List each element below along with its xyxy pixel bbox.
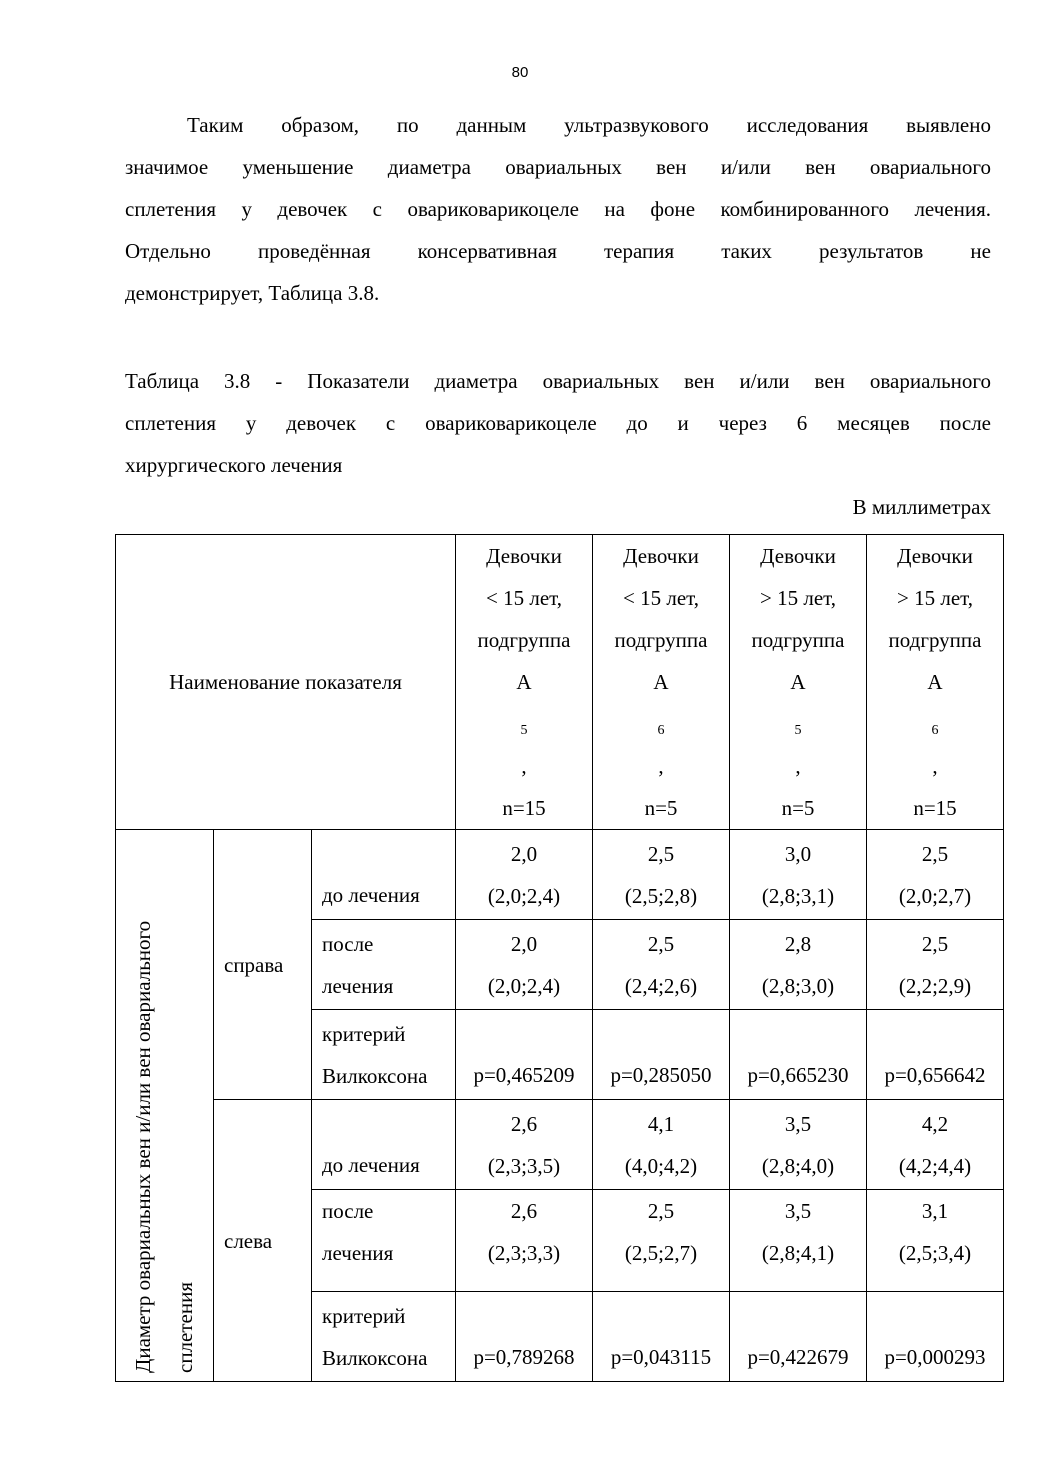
value-cell: 2,6 (2,3;3,3) bbox=[456, 1190, 593, 1292]
table-caption-line-1: Таблица 3.8 - Показатели диаметра овариальных вен и/или вен овариального bbox=[125, 369, 991, 393]
body-line-4: Отдельно проведённая консервативная терапия таких результатов не bbox=[125, 239, 991, 263]
value-cell: 2,0 (2,0;2,4) bbox=[456, 920, 593, 1010]
value-cell: 3,1 (2,5;3,4) bbox=[867, 1190, 1004, 1292]
p-value-cell: p=0,000293 bbox=[867, 1292, 1004, 1382]
value-cell: 2,6 (2,3;3,5) bbox=[456, 1100, 593, 1190]
data-table bbox=[115, 534, 1004, 1382]
p-value-cell: p=0,656642 bbox=[867, 1010, 1004, 1100]
header-group: Девочки < 15 лет, подгруппа А $_5$ , n=15 bbox=[456, 535, 593, 830]
header-indicator-name: Наименование показателя bbox=[116, 535, 456, 830]
table-caption-line-3: хирургического лечения bbox=[125, 453, 343, 477]
value-cell: 2,5 (2,5;2,7) bbox=[593, 1190, 730, 1292]
value-cell: 4,2 (4,2;4,4) bbox=[867, 1100, 1004, 1190]
value-cell: 2,0 (2,0;2,4) bbox=[456, 830, 593, 920]
header-group: Девочки > 15 лет, подгруппа А $_5$ , n=5 bbox=[730, 535, 867, 830]
table-row bbox=[116, 830, 1004, 920]
p-value-cell: p=0,043115 bbox=[593, 1292, 730, 1382]
p-value-cell: p=0,465209 bbox=[456, 1010, 593, 1100]
header-group: Девочки > 15 лет, подгруппа А $_6$ , n=15 bbox=[867, 535, 1004, 830]
table-row bbox=[116, 1100, 1004, 1190]
body-line-3: сплетения у девочек с овариковарикоцеле на фоне комбинированного лечения. bbox=[125, 197, 991, 221]
value-cell: 3,5 (2,8;4,0) bbox=[730, 1100, 867, 1190]
value-cell: 2,8 (2,8;3,0) bbox=[730, 920, 867, 1010]
p-value-cell: p=0,422679 bbox=[730, 1292, 867, 1382]
table-caption-line-2: сплетения у девочек с овариковарикоцеле до и через 6 месяцев после bbox=[125, 411, 991, 435]
value-cell: 2,5 (2,5;2,8) bbox=[593, 830, 730, 920]
value-cell: 4,1 (4,0;4,2) bbox=[593, 1100, 730, 1190]
value-cell: 3,0 (2,8;3,1) bbox=[730, 830, 867, 920]
header-group: Девочки < 15 лет, подгруппа А $_6$ , n=5 bbox=[593, 535, 730, 830]
metric-label: критерий Вилкоксона bbox=[312, 1292, 456, 1382]
metric-label: критерий Вилкоксона bbox=[312, 1010, 456, 1100]
value-cell: 3,5 (2,8;4,1) bbox=[730, 1190, 867, 1292]
body-line-2: значимое уменьшение диаметра овариальных вен и/или вен овариального bbox=[125, 155, 991, 179]
metric-label: до лечения bbox=[312, 1100, 456, 1190]
value-cell: 2,5 (2,0;2,7) bbox=[867, 830, 1004, 920]
p-value-cell: p=0,665230 bbox=[730, 1010, 867, 1100]
body-line-5: демонстрирует, Таблица 3.8. bbox=[125, 281, 380, 305]
metric-label: после лечения bbox=[312, 1190, 456, 1292]
page-number: 80 bbox=[511, 64, 529, 81]
value-cell: 2,5 (2,4;2,6) bbox=[593, 920, 730, 1010]
body-line-1: Таким образом, по данным ультразвукового исследования выявлено bbox=[187, 113, 991, 137]
side-right-label: справа bbox=[214, 830, 312, 1100]
p-value-cell: p=0,789268 bbox=[456, 1292, 593, 1382]
row-group-label: Диаметр овариальных вен и/или вен овариального сплетения bbox=[116, 830, 214, 1382]
metric-label: после лечения bbox=[312, 920, 456, 1010]
value-cell: 2,5 (2,2;2,9) bbox=[867, 920, 1004, 1010]
side-left-label: слева bbox=[214, 1100, 312, 1382]
metric-label: до лечения bbox=[312, 830, 456, 920]
table-header-row bbox=[116, 535, 1004, 830]
p-value-cell: p=0,285050 bbox=[593, 1010, 730, 1100]
units-note: В миллиметрах bbox=[852, 495, 991, 519]
